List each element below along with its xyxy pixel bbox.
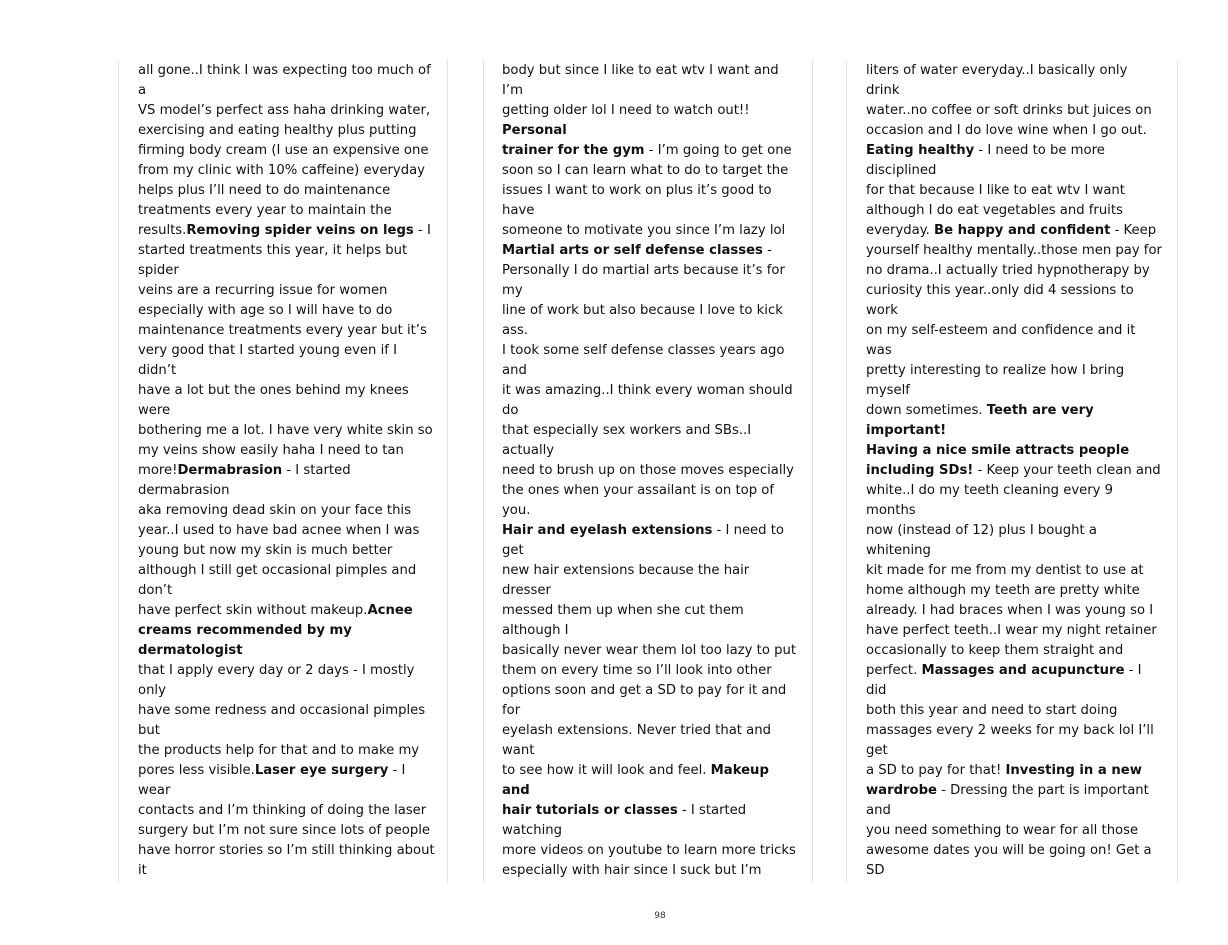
page-number: 98 (654, 911, 666, 921)
section-heading: Dermabrasion (177, 463, 283, 478)
body-text: all gone..I think I was expecting too much of a VS model’s perfect ass haha drinking water, exercising and eating healthy plus putting firming body cream (I use an expensive one from my clinic with 10% caffeine) everyday helps plus I’ll need to do maintenance treatments every year to maintain the results. (138, 63, 431, 238)
body-text: - Dressing the part is important and you need something to wear for all those awesome dates you will be going on! Get a SD (866, 783, 1152, 878)
body-text: - Keep yourself healthy mentally..those men pay for no drama..I actually tried hypnotherapy by curiosity this year..only did 4 sessions to work on my self-esteem and confidence and it was pretty interesting to realize how I bring myself down sometimes. (866, 223, 1162, 418)
body-text: - I need to be more disciplined for that because I like to eat wtv I want although I do eat vegetables and fruits everyday. (866, 143, 1125, 238)
section-heading: Hair and eyelash extensions (502, 523, 713, 538)
body-text: - I started watching more videos on youtube to learn more tricks especially with hair since I suck but I’m (502, 803, 796, 878)
column-2-text (502, 61, 800, 883)
section-heading: Be happy and confident (934, 223, 1111, 238)
body-text: - I started treatments this year, it helps but spider veins are a recurring issue for women especially with age so I will have to do maintenance treatments every year but it’s very good that I started young even if I didn’t have a lot but the ones behind my knees were bothering me a lot. I have very white skin so my veins show easily haha I need to tan more! (138, 223, 433, 478)
section-heading: Eating healthy (866, 143, 975, 158)
column-1-text (138, 61, 435, 883)
body-text: liters of water everyday..I basically only drink water..no coffee or soft drinks but juices on occasion and I do love wine when I go out. (866, 63, 1152, 138)
section-heading: Laser eye surgery (254, 763, 389, 778)
section-heading: Investing in a new wardrobe (866, 763, 1142, 798)
body-text: - I need to get new hair extensions because the hair dresser messed them up when she cut them although I basically never wear them lol too lazy to put them on every time so I’ll look into other options soon and get a SD to pay for it and for eyelash extensions. Never tried that and want to see how it will look and feel. (502, 523, 797, 778)
text-column-3 (846, 60, 1178, 883)
body-text: body but since I like to eat wtv I want and I’m getting older lol I need to watch out!! (502, 63, 779, 118)
section-heading: Acnee creams recommended by my dermatologist (138, 603, 413, 658)
section-heading: Makeup and hair tutorials or classes (502, 763, 769, 818)
body-text: - Keep your teeth clean and white..I do my teeth cleaning every 9 months now (instead of 12) plus I bought a whitening kit made for me from my dentist to use at home although my teeth are pretty white already. I had braces when I was young so I have perfect teeth..I wear my night retainer occasionally to keep them straight and perfect. (866, 463, 1161, 678)
body-text: - I wear contacts and I’m thinking of doing the laser surgery but I’m not sure since lots of people have horror stories so I’m still thinking about it (138, 763, 435, 878)
body-text: - I started dermabrasion aka removing dead skin on your face this year..I used to have bad acnee when I was young but now my skin is much better although I still get occasional pimples and don’t have perfect skin without makeup. (138, 463, 420, 618)
section-heading: Massages and acupuncture (921, 663, 1125, 678)
section-heading: Removing spider veins on legs (186, 223, 414, 238)
section-heading: Teeth are very important! Having a nice smile attracts people including SDs! (866, 403, 1130, 478)
column-3-text (866, 61, 1165, 883)
body-text: - I did both this year and need to start doing massages every 2 weeks for my back lol I’ll get a SD to pay for that! (866, 663, 1154, 778)
body-text: - I’m going to get one soon so I can learn what to do to target the issues I want to work on plus it’s good to have someone to motivate you since I’m lazy lol (502, 143, 792, 238)
body-text: that I apply every day or 2 days - I mostly only have some redness and occasional pimples but the products help for that and to make my pores less visible. (138, 663, 426, 778)
section-heading: Personal trainer for the gym (502, 123, 645, 158)
text-column-1 (118, 60, 448, 883)
section-heading: Martial arts or self defense classes (502, 243, 763, 258)
text-column-2 (483, 60, 813, 883)
body-text: - Personally I do martial arts because it’s for my line of work but also because I love to kick ass. I took some self defense classes years ago and it was amazing..I think every woman should do that especially sex workers and SBs..I actually need to brush up on those moves especially the ones when your assailant is on top of you. (502, 243, 794, 518)
